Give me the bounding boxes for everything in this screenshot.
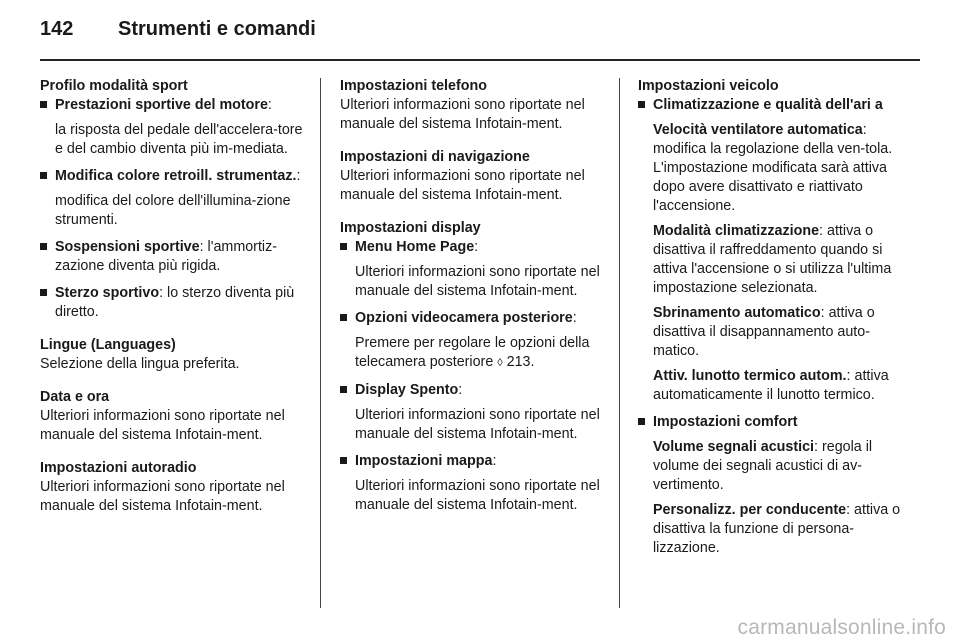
section-title: Lingue (Languages) [40, 337, 176, 353]
item-label: Opzioni videocamera posteriore [355, 310, 573, 326]
bullet-square-icon [40, 172, 47, 179]
item-desc: Ulteriori informazioni sono riportate nel manuale del sistema Infotain-ment. [355, 264, 600, 299]
section-radio-settings [40, 459, 308, 516]
item-label: Prestazioni sportive del motore [55, 97, 268, 113]
section-navigation-settings [340, 148, 612, 205]
section-vehicle-settings [638, 77, 912, 558]
item-sep: : [492, 453, 497, 469]
page-ref-number[interactable]: 213. [502, 354, 535, 370]
section-body: Ulteriori informazioni sono riportate nel manuale del sistema Infotain-ment. [340, 168, 585, 203]
section-date-time [40, 388, 308, 445]
item-desc: Ulteriori informazioni sono riportate nel manuale del sistema Infotain-ment. [355, 407, 600, 442]
item-label: Sospensioni sportive [55, 239, 200, 255]
sub-label: Velocità ventilatore automatica [653, 122, 863, 138]
item-label: Climatizzazione e qualità dell'ari a [653, 97, 883, 113]
item-desc: lo sterzo diventa più diretto. [55, 285, 295, 320]
item-label: Sterzo sportivo [55, 285, 160, 301]
list-item [40, 167, 308, 230]
item-desc: Ulteriori informazioni sono riportate nel manuale del sistema Infotain-ment. [355, 478, 600, 513]
item-desc-text: Premere per regolare le opzioni della telecamera posteriore [355, 335, 590, 370]
sub-label: Attiv. lunotto termico autom. [653, 368, 847, 384]
column-divider [619, 78, 620, 608]
list-item [340, 381, 612, 444]
column-3 [638, 77, 912, 572]
section-title: Impostazioni di navigazione [340, 149, 530, 165]
bullet-square-icon [40, 289, 47, 296]
bullet-square-icon [40, 101, 47, 108]
item-sep: : [199, 239, 204, 255]
column-1 [40, 77, 308, 530]
list-item [40, 96, 308, 159]
item-label: Display Spento [355, 382, 459, 398]
list-item [638, 413, 912, 558]
sub-desc: attiva o disattiva il raffreddamento quando si attiva l'accensione o si utilizza l'ultima impostazione selezionata. [653, 223, 892, 296]
list-item [340, 238, 612, 301]
item-desc: la risposta del pedale dell'accelera-tore e del cambio diventa più im-mediata. [55, 122, 303, 157]
header-rule [40, 59, 920, 61]
sub-desc: attiva o disattiva il disappannamento auto-matico. [653, 305, 875, 359]
section-body: Ulteriori informazioni sono riportate nel manuale del sistema Infotain-ment. [40, 479, 285, 514]
column-2 [340, 77, 612, 529]
item-desc [355, 334, 612, 373]
section-body: Selezione della lingua preferita. [40, 356, 240, 372]
bullet-square-icon [340, 243, 347, 250]
sub-label: Personalizz. per conducente [653, 502, 847, 518]
item-desc: l'ammortiz-zazione diventa più rigida. [55, 239, 277, 274]
bullet-square-icon [340, 457, 347, 464]
sub-item [653, 501, 912, 558]
bullet-square-icon [638, 101, 645, 108]
section-languages [40, 336, 308, 374]
section-title: Data e ora [40, 389, 110, 405]
sub-sep: : [819, 223, 824, 239]
watermark: carmanualsonline.info [737, 616, 946, 639]
bullet-square-icon [638, 418, 645, 425]
sub-sep: : [820, 305, 825, 321]
section-title: Impostazioni telefono [340, 78, 487, 94]
item-desc: modifica del colore dell'illumina-zione strumenti. [55, 193, 291, 228]
page-number: 142 [40, 18, 74, 40]
sub-desc: attiva automaticamente il lunotto termico. [653, 368, 889, 403]
sub-sep: : [846, 368, 851, 384]
sub-label: Volume segnali acustici [653, 439, 815, 455]
section-body: Ulteriori informazioni sono riportate nel manuale del sistema Infotain-ment. [340, 97, 585, 132]
item-label: Menu Home Page [355, 239, 475, 255]
bullet-square-icon [40, 243, 47, 250]
item-sep: : [474, 239, 479, 255]
list-item [340, 309, 612, 373]
item-sep: : [296, 168, 301, 184]
item-sep: : [572, 310, 577, 326]
list-item [40, 284, 308, 322]
column-divider [320, 78, 321, 608]
sub-item [653, 367, 912, 405]
item-sep: : [458, 382, 463, 398]
sub-item [653, 304, 912, 361]
page-ref-icon: ◊ [497, 357, 503, 369]
sub-desc: regola il volume dei segnali acustici di av-vertimento. [653, 439, 873, 493]
section-display-settings [340, 219, 612, 515]
sub-label: Sbrinamento automatico [653, 305, 821, 321]
sub-item [653, 222, 912, 298]
sub-sep: : [814, 439, 819, 455]
sub-sep: : [846, 502, 851, 518]
page-title: Strumenti e comandi [118, 18, 316, 40]
section-title: Impostazioni display [340, 220, 481, 236]
section-title: Profilo modalità sport [40, 78, 188, 94]
sub-sep: : [862, 122, 867, 138]
sub-desc: attiva o disattiva la funzione di persona-lizzazione. [653, 502, 901, 556]
section-title: Impostazioni veicolo [638, 78, 779, 94]
section-sport-profile [40, 77, 308, 322]
section-title: Impostazioni autoradio [40, 460, 197, 476]
sub-label: Modalità climatizzazione [653, 223, 820, 239]
item-sep: : [267, 97, 272, 113]
section-phone-settings [340, 77, 612, 134]
item-label: Impostazioni mappa [355, 453, 493, 469]
page-header [40, 18, 920, 54]
list-item [638, 96, 912, 405]
list-item [340, 452, 612, 515]
bullet-square-icon [340, 314, 347, 321]
list-item [40, 238, 308, 276]
sub-item [653, 438, 912, 495]
section-body: Ulteriori informazioni sono riportate nel manuale del sistema Infotain-ment. [40, 408, 285, 443]
sub-item [653, 121, 912, 216]
item-label: Modifica colore retroill. strumentaz. [55, 168, 297, 184]
item-sep: : [159, 285, 164, 301]
sub-desc: modifica la regolazione della ven-tola. L'impostazione modificata sarà attiva dopo avere disattivato e riattivato l'accensione. [653, 141, 893, 214]
bullet-square-icon [340, 386, 347, 393]
item-label: Impostazioni comfort [653, 414, 798, 430]
